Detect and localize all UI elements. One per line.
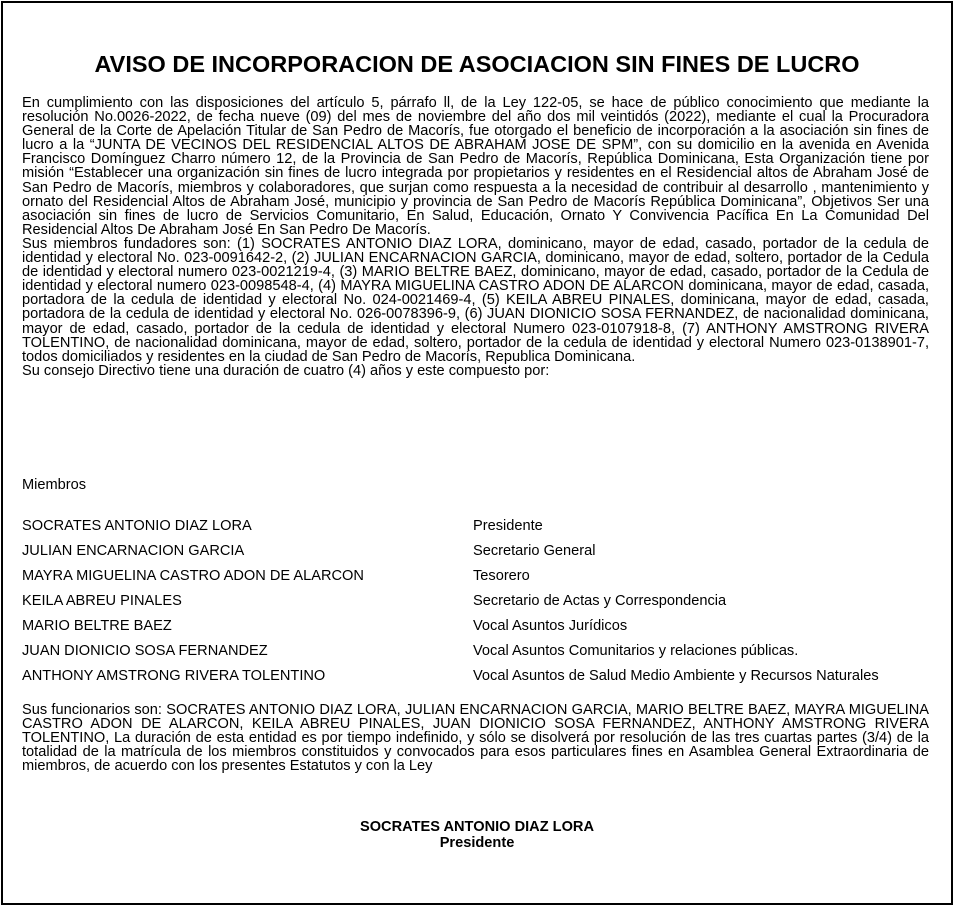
members-label: Miembros [22, 477, 87, 493]
notice-title: AVISO DE INCORPORACION DE ASOCIACION SIN FINES DE LUCRO [94, 51, 860, 77]
member-role: Secretario de Actas y Correspondencia [473, 593, 727, 609]
member-name: MARIO BELTRE BAEZ [22, 618, 172, 634]
incorporation-paragraph: En cumplimiento con las disposiciones del artículo 5, párrafo ll, de la Ley 122-05, se hace de público conocimiento que mediante la resolución No.0026-2022, de fecha nueve (09) del mes de noviembre del año dos mil veintidós (2022), mediante el cual la Procuradora General de la Corte de Apelación Titular de San Pedro de Macorís, fue otorgado el beneficio de incorporación a la asociación sin fines de lucro a la “JUNTA DE VECINOS DEL RESIDENCIAL ALTOS DE ABRAHAM JOSE DE SPM”, con su domicilio en la avenida en Avenida Francisco Domínguez Charro número 12, de la Provincia de San Pedro de Macorís, República Dominicana, Esta Organización tiene por misión “Establecer una organización sin fines de lucro integrada por propietarios y residentes en el Residencial altos de Abraham José de San Pedro de Macorís, miembros y colaboradores, que surjan como respuesta a la necesidad de contribuir al desarrollo , mantenimiento y ornato del Residencial Altos de Abraham José, municipio y provincia de San Pedro de Macorís República Dominicana”, Objetivos Ser una asociación sin fines de lucro de Servicios Comunitario, En Salud, Educación, Ornato Y Convivencia Pacífica En La Comunidad Del Residencial Altos De Abraham José En San Pedro De Macorís. [22, 95, 929, 238]
closing-body [22, 703, 929, 773]
member-name: JUAN DIONICIO SOSA FERNANDEZ [22, 643, 268, 659]
member-row [22, 593, 947, 618]
members-table [22, 518, 947, 693]
officers-paragraph: Sus funcionarios son: SOCRATES ANTONIO DIAZ LORA, JULIAN ENCARNACION GARCIA, MARIO BELTRE BAEZ, MAYRA MIGUELINA CASTRO ADON DE ALARCON, KEILA ABREU PINALES, JUAN DIONICIO SOSA FERNANDEZ, ANTHONY AMSTRONG RIVERA TOLENTINO, La duración de esta entidad es por tiempo indefinido, y sólo se disolverá por resolución de las tres cuartas partes (3/4) de la totalidad de la matrícula de los miembros constituidos y convocados para esos particulares fines en Asamblea General Extraordinaria de miembros, de acuerdo con los presentes Estatutos y con la Ley [22, 702, 929, 775]
member-row [22, 518, 947, 543]
member-row [22, 543, 947, 568]
member-role: Vocal Asuntos Comunitarios y relaciones públicas. [473, 643, 799, 659]
board-intro-paragraph: Su consejo Directivo tiene una duración de cuatro (4) años y este compuesto por: [22, 362, 550, 379]
notice-frame [1, 1, 953, 905]
notice-body [22, 96, 929, 378]
member-role: Vocal Asuntos de Salud Medio Ambiente y Recursos Naturales [473, 668, 879, 684]
member-row [22, 618, 947, 643]
member-name: ANTHONY AMSTRONG RIVERA TOLENTINO [22, 668, 326, 684]
member-role: Vocal Asuntos Jurídicos [473, 618, 628, 634]
member-row [22, 668, 947, 693]
member-role: Presidente [473, 518, 543, 534]
member-role: Secretario General [473, 543, 596, 559]
member-name: MAYRA MIGUELINA CASTRO ADON DE ALARCON [22, 568, 364, 584]
member-row [22, 643, 947, 668]
member-name: KEILA ABREU PINALES [22, 593, 182, 609]
signature-name: SOCRATES ANTONIO DIAZ LORA [359, 819, 595, 835]
member-name: JULIAN ENCARNACION GARCIA [22, 543, 245, 559]
member-role: Tesorero [473, 568, 530, 584]
member-row [22, 568, 947, 593]
member-name: SOCRATES ANTONIO DIAZ LORA [22, 518, 252, 534]
signature-block [3, 819, 951, 851]
founders-paragraph: Sus miembros fundadores son: (1) SOCRATES ANTONIO DIAZ LORA, dominicano, mayor de edad, casado, portador de la cedula de identidad y electoral No. 023-0091642-2, (2) JULIAN ENCARNACION GARCIA, dominicano, mayor de edad, soltero, portador de la Cedula de identidad y electoral numero 023-0021219-4, (3) MARIO BELTRE BAEZ, dominicano, mayor de edad, casado, portador de la Cedula de identidad y electoral numero 023-0098548-4, (4) MAYRA MIGUELINA CASTRO ADON DE ALARCON dominicana, mayor de edad, casada, portadora de la cedula de identidad y electoral No. 024-0021469-4, (5) KEILA ABREU PINALES, dominicana, mayor de edad, casada, portadora de la cedula de identidad y electoral No. 026-0078396-9, (6) JUAN DIONICIO SOSA FERNANDEZ, de nacionalidad dominicana, mayor de edad, casado, portador de la cedula de identidad y electoral Numero 023-0107918-8, (7) ANTHONY AMSTRONG RIVERA TOLENTINO, de nacionalidad dominicana, mayor de edad, soltero, portador de la cedula de identidad y electoral Numero 023-0138901-7, todos domiciliados y residentes en la ciudad de San Pedro de Macorís, Republica Dominicana. [22, 235, 929, 365]
signature-title: Presidente [439, 835, 515, 851]
